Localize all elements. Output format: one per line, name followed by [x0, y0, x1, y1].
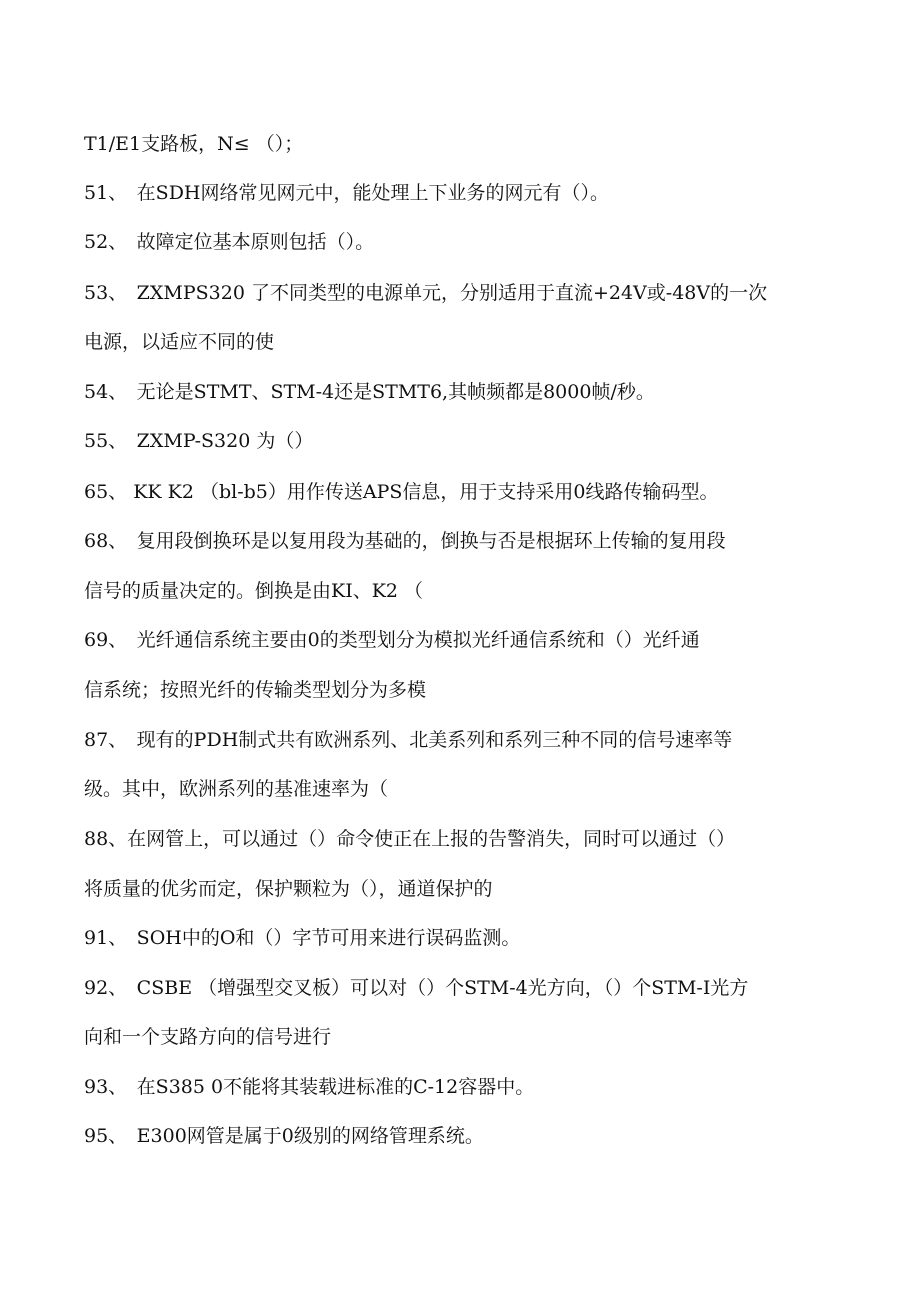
text-line: 信系统；按照光纤的传输类型划分为多模 — [84, 679, 427, 701]
text-line: 53、 ZXMPS320 了不同类型的电源单元，分别适用于直流+24V或-48V的一次 — [84, 282, 768, 304]
text-line: 91、 SOH中的O和（）字节可用来进行误码监测。 — [84, 927, 521, 949]
text-line: 68、 复用段倒换环是以复用段为基础的，倒换与否是根据环上传输的复用段 — [84, 530, 726, 552]
text-line: 信号的质量决定的。倒换是由KI、K2 （ — [84, 580, 424, 602]
text-line: 级。其中，欧洲系列的基准速率为（ — [84, 778, 389, 800]
text-line: T1/E1支路板，N≤ （）； — [84, 133, 304, 155]
text-line: 将质量的优劣而定，保护颗粒为（），通道保护的 — [84, 878, 493, 900]
text-line: 电源，以适应不同的使 — [84, 331, 275, 353]
text-line: 92、 CSBE （增强型交叉板）可以对（）个STM-4光方向，（）个STM-I光方 — [84, 977, 749, 999]
text-line: 54、 无论是STMT、STM-4还是STMT6,其帧频都是8000帧/秒。 — [84, 381, 655, 403]
text-line: 95、 E300网管是属于0级别的网络管理系统。 — [84, 1125, 484, 1147]
text-line: 93、 在S385 0不能将其装载进标准的C-12容器中。 — [84, 1076, 535, 1098]
text-line: 65、 KK K2 （bl-b5）用作传送APS信息，用于支持采用0线路传输码型。 — [84, 481, 719, 503]
text-line: 87、 现有的PDH制式共有欧洲系列、北美系列和系列三种不同的信号速率等 — [84, 729, 733, 751]
text-line: 69、 光纤通信系统主要由0的类型划分为模拟光纤通信系统和（）光纤通 — [84, 629, 700, 651]
text-line: 88、在网管上，可以通过（）命令使正在上报的告警消失，同时可以通过（） — [84, 828, 736, 850]
text-line: 51、 在SDH网络常见网元中，能处理上下业务的网元有（）。 — [84, 182, 609, 204]
text-line: 55、 ZXMP-S320 为（） — [84, 430, 314, 452]
text-line: 52、 故障定位基本原则包括（）。 — [84, 231, 375, 253]
text-line: 向和一个支路方向的信号进行 — [84, 1026, 332, 1048]
